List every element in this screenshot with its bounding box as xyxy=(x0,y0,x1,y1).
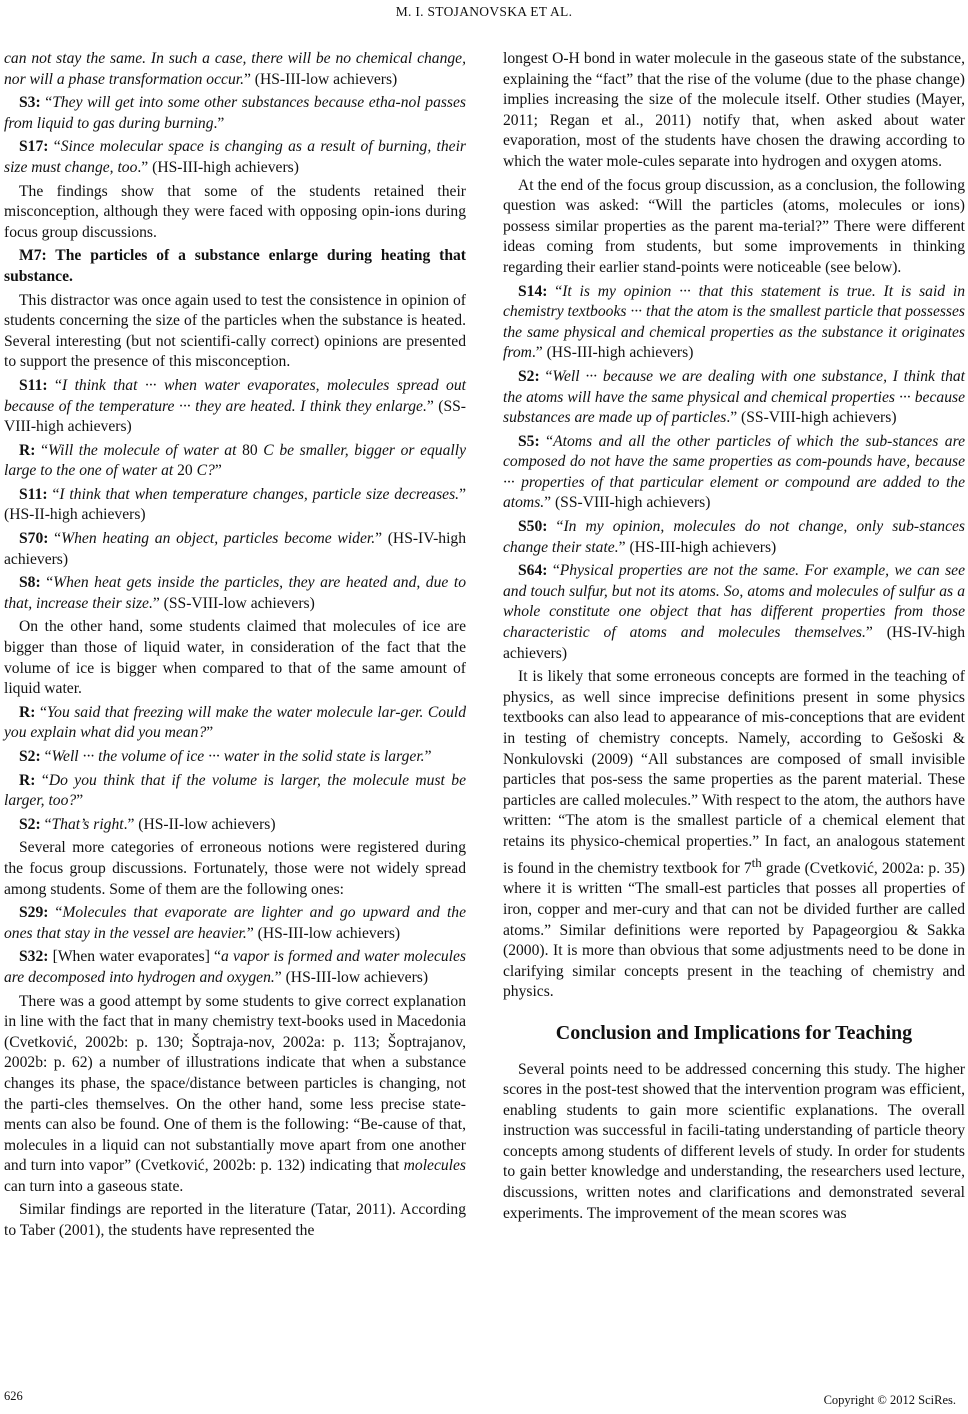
paragraph-text: There was a good attempt by some students to give correct explanation in line with the fact that in many chemistry text-books used in Macedonia (Cvetković, 2002b: p. 130; Šoptraja-nov, 2002a: p. 113; Šoptrajanov, 2002b: p. 62) a number of illustrations indicate that when a substance changes its phase, the space/distance between particles is changing, not the parti-cles themselves. On the other hand, some less precise state-ments can also be found. One of them is the following: “Be-cause of that, molecules in a liquid can not substantially move apart from one another and turn into vapor” (Cvetković, 2002b: p. 132) indicating that xyxy=(4,992,466,1175)
student-quote xyxy=(4,376,466,438)
attribution: ” (HS-II-high achievers) xyxy=(4,485,466,524)
speaker-label: S32: xyxy=(19,948,49,966)
speaker-label: R: xyxy=(19,441,36,459)
student-quote xyxy=(4,947,466,988)
student-quote xyxy=(4,485,466,526)
quote-text: When heating an object, particles become wider. xyxy=(61,530,376,548)
quote-text: Well ··· the volume of ice ··· water in the solid state is larger. xyxy=(51,748,425,765)
researcher-question xyxy=(4,441,466,482)
quote-text: can not stay the same. In such a case, there will be no chemical change, nor will a phase transformation occur. xyxy=(4,50,466,88)
emphasis: molecules xyxy=(403,1157,466,1175)
quote-close: ” xyxy=(214,462,222,480)
quote-text: I think that when temperature changes, particle size decreases. xyxy=(59,485,460,503)
attribution: ” (HS-IV-high achievers) xyxy=(503,624,965,662)
speaker-label: R: xyxy=(19,771,36,789)
student-quote xyxy=(503,432,965,514)
speaker-label: S11: xyxy=(19,376,48,394)
right-column xyxy=(503,49,965,1227)
quote-open: “ xyxy=(40,94,53,112)
paragraph-text: grade (Cvetković, 2002a: p. 35) where it is written “The small-est particles that posses all properties of iron, copper and mer-cury and that can not be divided further are called atoms.” Similar definitions were reported by Papageorgiou & Sakka (2000). It is more than obvious that some adjustments need to be done in clarifying similar concepts present in the teaching of chemistry and physics. xyxy=(503,859,966,1001)
attribution: ” (HS-III-high achievers) xyxy=(618,538,777,556)
student-quote xyxy=(4,529,466,570)
student-quote xyxy=(4,573,466,614)
quote-open: “ xyxy=(35,703,47,721)
speaker-label: S5: xyxy=(518,432,540,450)
student-quote xyxy=(503,517,965,558)
student-quote xyxy=(503,367,965,429)
speaker-label: S14: xyxy=(518,282,548,300)
speaker-label: S17: xyxy=(19,138,49,156)
student-quote xyxy=(503,561,965,664)
attribution: ” (SS-VIII-high achievers) xyxy=(4,397,466,436)
quote-text: C be smaller, bigger or equally large to the one of water at xyxy=(4,441,466,480)
paragraph xyxy=(503,667,965,1003)
attribution: .” (SS-VIII-high achievers) xyxy=(726,409,897,427)
quote-text: They will get into some other substances because etha-nol passes from liquid to gas during burning xyxy=(4,94,466,132)
quote-open: “ xyxy=(547,562,560,580)
paragraph: Several more categories of erroneous notions were registered during the focus group discussions. Fortunately, those were not widely spread among students. Some of them are the following ones: xyxy=(4,839,466,898)
page-number: 626 xyxy=(4,1389,23,1403)
attribution: ” (SS-VIII-high achievers) xyxy=(544,494,711,512)
attribution: ” (HS-III-low achievers) xyxy=(274,968,429,986)
quote-text: When heat gets inside the particles, they are heated and, due to that, increase their size. xyxy=(4,574,466,612)
speaker-label: S3: xyxy=(19,94,41,112)
speaker-label: S29: xyxy=(19,904,49,922)
quote-text: Physical properties are not the same. For example, we can see and touch sulfur, but not its atoms. So, atoms and molecules of sulfur as a whole constitute one object that has different properties from those characteristic of atoms and molecules themselves. xyxy=(503,562,965,642)
quote-text: Well ··· because we are dealing with one substance, I think that the atoms will have the same physical and chemical properties ··· because substances are made up of particles xyxy=(503,367,966,427)
student-quote xyxy=(4,137,466,178)
quote-text: Atoms and all the other particles of which the sub-stances are composed do not have the same properties as com-pounds have, because ··· properties of that particular element or compound are added to the atoms. xyxy=(503,432,965,512)
attribution: ” (HS-III-low achievers) xyxy=(243,70,398,88)
speaker-label: S8: xyxy=(19,574,41,592)
speaker-label: R: xyxy=(19,703,36,721)
temperature-value: 20 xyxy=(177,462,193,480)
quote-open: “ xyxy=(539,432,554,450)
quote-open: “ xyxy=(547,282,563,300)
paragraph: longest O-H bond in water molecule in the gaseous state of the substance, explaining the “fact” that the rise of the volume (due to the phase change) implies increasing the size of the molecule itself. Other studies (Mayer, 2011; Regan et al., 2011) notify that, when asked about water evaporation, most of the students have chosen the drawing according to which the water mole-cules separate into hydrogen and oxygen atoms. xyxy=(503,50,965,170)
student-quote xyxy=(4,747,466,768)
quote-text: That’s right xyxy=(51,815,124,833)
quote-text: Since molecular space is changing as a result of burning, their size must change, too xyxy=(4,138,466,176)
attribution: .” xyxy=(213,114,225,132)
attribution: ” (SS-VIII-low achievers) xyxy=(152,594,315,612)
quote-text: It is my opinion ··· that this statement is true. It is said in chemistry textbooks ··· that the atom is the smallest particle that possesses the same physical and chemical properties as the substance it originates from xyxy=(503,282,965,362)
paragraph xyxy=(4,49,466,90)
quote-text: C? xyxy=(192,462,215,480)
student-quote xyxy=(4,93,466,134)
paragraph: At the end of the focus group discussion, as a conclusion, the following question was asked: “Will the particles (atoms, molecules or ions) possess similar properties as the parent ma-terial?” There were different ideas coming from students, but some improvements in thinking regarding their earlier stand-points were noticeable (see below). xyxy=(503,176,965,276)
paragraph: The findings show that some of the students retained their misconception, although they were faced with opposing opin-ions during focus group discussions. xyxy=(4,182,466,241)
paragraph-text: It is likely that some erroneous concepts are formed in the teaching of physics, as well since imprecise definitions present in some physics textbooks can also lead to appearance of mis-conceptions that are evident in testing of chemistry concepts. Namely, according to Gešoski & Nonkulovski (2009) “All substances are composed of small invisible particles that pos-sess the same properties as the parent material. These particles are called molecules.” With respect to the atom, the authors have written: “The atom is the smallest particle of a chemical element that retains its physico-chemical properties.” In fact, an analogous statement is found in the chemistry textbook for 7 xyxy=(503,668,965,877)
running-head: M. I. STOJANOVSKA ET AL. xyxy=(395,4,573,19)
attribution: .” (HS-II-low achievers) xyxy=(123,815,276,833)
quote-open: “ xyxy=(40,748,52,765)
quote-open: “ xyxy=(48,904,63,922)
quote-open: “ xyxy=(547,518,564,536)
quote-close: ” xyxy=(206,724,214,742)
researcher-question xyxy=(4,771,466,812)
speaker-label: S2: xyxy=(19,815,41,833)
quote-text: In my opinion, molecules do not change, only sub-stances change their state. xyxy=(503,518,965,556)
temperature-value: 80 xyxy=(242,441,258,459)
paragraph xyxy=(4,992,466,1198)
misconception-heading: M7: The particles of a substance enlarge during heating that substance. xyxy=(4,247,466,285)
paragraph: Several points need to be addressed concerning this study. The higher scores in the post-test showed that the intervention program was efficient, enabling students to gain more scientific explanations. The overall instruction was successful in facili-tating understanding of particle theory concepts among students of different levels of study. In order for students to gain better knowledge and understanding, the researchers used lecture, discussions, written notes and clarifications and demonstrated several experiments. The improvement of the mean scores was xyxy=(503,1060,965,1222)
quote-open: “ xyxy=(47,485,60,503)
copyright-notice: Copyright © 2012 SciRes. xyxy=(823,1393,956,1407)
quote-text: I think that ··· when water evaporates, molecules spread out because of the temperature ··· they are heated. I think they enlarge. xyxy=(4,376,466,415)
quote-text: You said that freezing will make the water molecule lar-ger. Could you explain what did you mean? xyxy=(4,703,466,742)
quote-open: “ xyxy=(47,376,62,394)
paragraph: This distractor was once again used to test the consistence in opinion of students concerning the size of the particles when the substance is heated. Several interesting (but not scientifi-cally correct) opinions are presented to support the presence of this misconception. xyxy=(4,291,466,371)
speaker-label: S50: xyxy=(518,518,548,536)
quote-open: “ xyxy=(48,530,62,548)
quote-text: Do you think that if the volume is larger, the molecule must be larger, too? xyxy=(4,771,466,810)
quote-open: “ xyxy=(539,367,553,385)
attribution: ” (HS-III-low achievers) xyxy=(246,924,401,942)
speaker-label: S2: xyxy=(19,748,41,765)
speaker-label: S64: xyxy=(518,562,548,580)
student-quote xyxy=(503,282,965,364)
ordinal-superscript: th xyxy=(751,854,762,870)
quote-open: “ xyxy=(40,574,54,592)
paragraph: On the other hand, some students claimed that molecules of ice are bigger than those of liquid water, in consideration of the fact that the volume of ice is bigger when compared to that of the same amount of liquid water. xyxy=(4,618,466,698)
left-column xyxy=(4,49,466,1245)
paragraph-text: can turn into a gaseous state. xyxy=(4,1177,184,1195)
section-heading: Conclusion and Implications for Teaching xyxy=(555,1021,913,1044)
quote-text: Will the molecule of water at xyxy=(48,441,243,459)
speaker-label: S11: xyxy=(19,485,48,503)
quote-text: Molecules that evaporate are lighter and go upward and the ones that stay in the vessel are heavier. xyxy=(4,904,466,942)
quote-close: ” xyxy=(424,748,432,765)
quote-close: ” xyxy=(76,792,84,810)
attribution: ” (HS-IV-high achievers) xyxy=(4,530,466,568)
quote-open: [When water evaporates] “ xyxy=(48,948,221,966)
quote-open: “ xyxy=(35,441,49,459)
quote-text: a vapor is formed and water molecules are decomposed into hydrogen and oxygen. xyxy=(4,948,466,986)
attribution: .” (HS-III-high achievers) xyxy=(137,158,299,176)
speaker-label: S2: xyxy=(518,367,540,385)
student-quote xyxy=(4,815,466,836)
quote-open: “ xyxy=(48,138,61,156)
student-quote xyxy=(4,903,466,944)
attribution: .” (HS-III-high achievers) xyxy=(531,344,694,362)
quote-open: “ xyxy=(35,771,49,789)
quote-open: “ xyxy=(40,815,52,833)
paragraph: Similar findings are reported in the literature (Tatar, 2011). According to Taber (2001), the students have represented the xyxy=(4,1201,466,1240)
speaker-label: S70: xyxy=(19,530,49,548)
researcher-question xyxy=(4,703,466,744)
